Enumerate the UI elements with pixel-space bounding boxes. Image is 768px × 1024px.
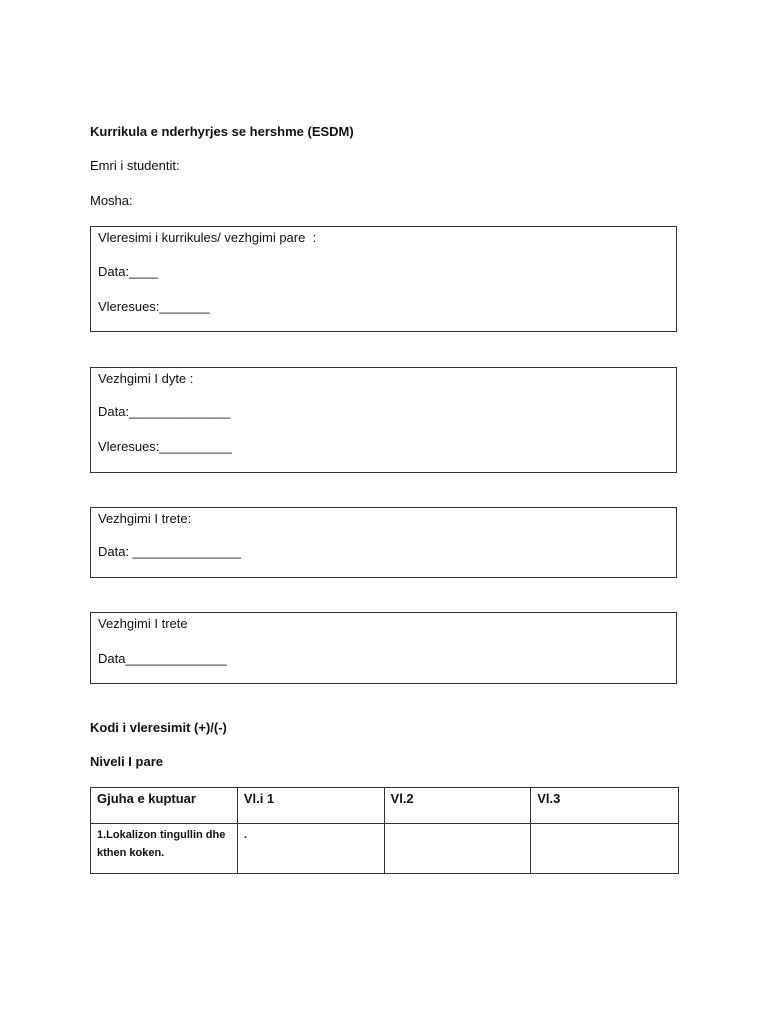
column-header: Vl.i 1 (237, 788, 384, 824)
first-observation-date: Data:____ (98, 264, 158, 279)
fourth-observation-box (90, 612, 677, 684)
third-observation-heading: Vezhgimi I trete: (98, 511, 192, 526)
second-observation-evaluator: Vleresues:__________ (98, 439, 232, 454)
age-label: Mosha: (90, 193, 133, 208)
table-row (91, 824, 679, 874)
column-header: Gjuha e kuptuar (91, 788, 238, 824)
fourth-observation-heading: Vezhgimi I trete (98, 616, 188, 631)
first-observation-heading: Vleresimi i kurrikules/ vezhgimi pare : (98, 230, 317, 245)
second-observation-heading: Vezhgimi I dyte : (98, 371, 194, 386)
column-header: Vl.3 (531, 788, 679, 824)
table-cell[interactable] (384, 824, 531, 874)
third-observation-date: Data: _______________ (98, 544, 242, 559)
second-observation-box (90, 367, 677, 473)
evaluation-table (90, 787, 679, 874)
first-observation-box (90, 226, 677, 332)
evaluation-code-label: Kodi i vleresimit (+)/(-) (90, 720, 227, 735)
table-cell: 1.Lokalizon tingullin dhe kthen koken. (91, 824, 238, 874)
table-header-row (91, 788, 679, 824)
student-name-label: Emri i studentit: (90, 158, 180, 173)
column-header: Vl.2 (384, 788, 531, 824)
fourth-observation-date: Data______________ (98, 651, 227, 666)
document-title: Kurrikula e nderhyrjes se hershme (ESDM) (90, 124, 354, 139)
table-cell[interactable]: . (237, 824, 384, 874)
table-cell[interactable] (531, 824, 679, 874)
first-observation-evaluator: Vleresues:_______ (98, 299, 211, 314)
third-observation-box (90, 507, 677, 578)
second-observation-date: Data:______________ (98, 404, 231, 419)
level-label: Niveli I pare (90, 754, 163, 769)
